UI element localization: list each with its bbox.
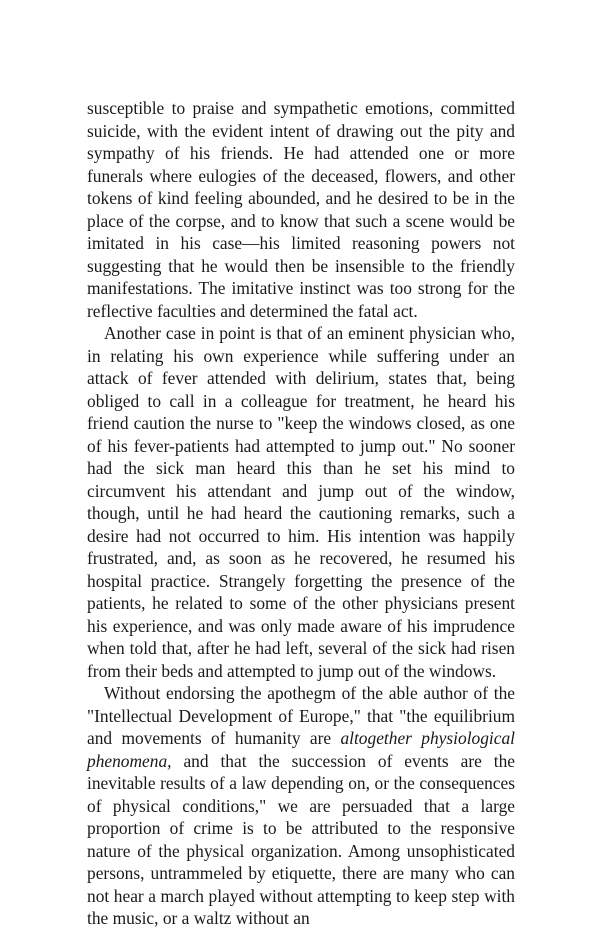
paragraph-3-text-b: and that the succession of events are the inevitable results of a law depending on, or the consequences of physical conditions," we are persuaded that a large proportion of crime is to be attributed to the responsive nature of the physical organization. Among unsophisticated persons, untrammeled by etiquette, there are many who can not hear a march played without attempting to keep step with the music, or a waltz without an bbox=[87, 750, 515, 928]
paragraph-3-italic-phrase: altogether physiological phenomena, bbox=[87, 728, 515, 771]
paragraph-2-text: Another case in point is that of an eminent physician who, in relating his own experience while suffering under an attack of fever attended with delirium, states that, being obliged to call in a colleague for treatment, he heard his friend caution the nurse to "keep the windows closed, as one of his fever-patients had attempted to jump out." No sooner had the sick man heard this than he set his mind to circumvent his attendant and jump out of the window, though, until he had heard the cautioning remarks, such a desire had not occurred to him. His intention was happily frustrated, and, as soon as he recovered, he resumed his hospital practice. Strangely forgetting the presence of the patients, he related to some of the other physicians present his experience, and was only made aware of his imprudence when told that, after he had left, several of the sick had risen from their beds and attempted to jump out of the windows. bbox=[87, 323, 515, 681]
paragraph-3-text-a: Without endorsing the apothegm of the able author of the "Intellectual Development of Europe," that "the equilibrium and movements of humanity are bbox=[87, 683, 515, 748]
paragraph-1-text: susceptible to praise and sympathetic emotions, committed suicide, with the evident intent of drawing out the pity and sympathy of his friends. He had attended one or more funerals where eulogies of the deceased, flowers, and other tokens of kind feeling abounded, and he desired to be in the place of the corpse, and to know that such a scene would be imitated in his case—his limited reasoning powers not suggesting that he would then be insensible to the friendly manifestations. The imitative instinct was too strong for the reflective faculties and determined the fatal act. bbox=[87, 98, 515, 321]
paragraph-1 bbox=[87, 97, 515, 322]
paragraph-2 bbox=[87, 322, 515, 682]
page-text bbox=[87, 97, 515, 930]
paragraph-3 bbox=[87, 682, 515, 930]
